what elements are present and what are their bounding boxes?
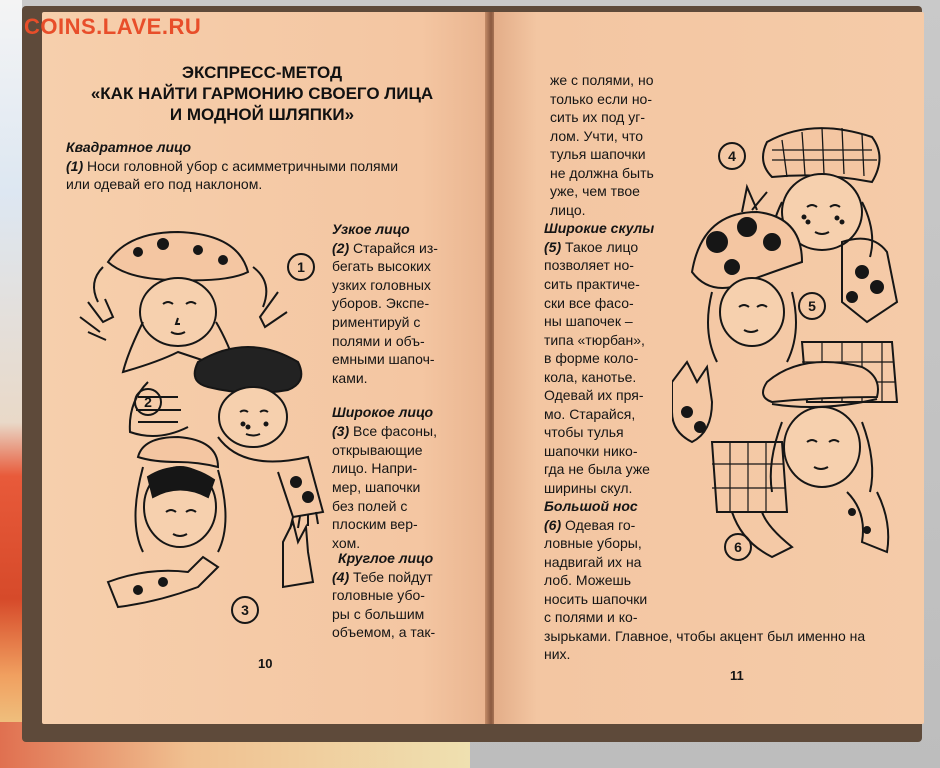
text-line: сить их под уг-: [550, 109, 646, 125]
text-line: плоским вер-: [332, 516, 418, 532]
text-line: лицо.: [550, 202, 586, 218]
text-line: головные убо-: [332, 587, 425, 603]
item-number: (1): [66, 158, 84, 174]
text-line: Такое лицо: [561, 239, 639, 255]
text-line: них.: [544, 646, 571, 662]
text-line: Все фасоны,: [349, 423, 437, 439]
text-line: с полями и ко-: [544, 609, 638, 625]
title-line-2: «КАК НАЙТИ ГАРМОНИЮ СВОЕГО ЛИЦА: [90, 84, 434, 103]
text-line: не должна быть: [550, 165, 654, 181]
text-line: Носи головной убор с асимметричными полями: [83, 158, 399, 174]
book-cover-edge: [0, 0, 22, 768]
section-text-nose: [544, 516, 635, 535]
text-line: риментируй с: [332, 314, 421, 330]
text-line: зырьками. Главное, чтобы акцент был именно на: [544, 628, 866, 644]
item-number: (5): [544, 239, 562, 255]
text-line: Одевая го-: [561, 517, 636, 533]
illustration-girls-in-hats-right: [672, 112, 912, 572]
section-text-cheekbones: [544, 238, 638, 257]
text-line: лицо. Напри-: [332, 460, 418, 476]
section-heading-narrow: Узкое лицо: [332, 221, 410, 237]
section-text-narrow: [332, 239, 438, 258]
text-line: емными шапоч-: [332, 351, 435, 367]
text-line: ловные уборы,: [544, 535, 642, 551]
text-line: или одевай его под наклоном.: [66, 176, 263, 192]
text-line: кола, канотье.: [544, 369, 637, 385]
item-number: (2): [332, 240, 350, 256]
site-watermark: COINS.LAVE.RU: [24, 14, 202, 39]
section-heading-cheekbones: Широкие скулы: [544, 220, 655, 236]
section-text-wide: [332, 422, 437, 441]
text-line: в форме коло-: [544, 350, 639, 366]
text-line: узких головных: [332, 277, 431, 293]
text-line: шапочки нико-: [544, 443, 638, 459]
text-line: ры с большим: [332, 606, 425, 622]
text-line: ками.: [332, 370, 368, 386]
figure-label-4: 4: [728, 148, 736, 164]
title-line-1: ЭКСПРЕСС-МЕТОД: [181, 63, 343, 82]
text-line: ны шапочек –: [544, 313, 633, 329]
page-number-left: 10: [258, 656, 273, 671]
text-line: позволяет но-: [544, 257, 634, 273]
text-line: Тебе пойдут: [349, 569, 433, 585]
figure-label-3: 3: [241, 602, 249, 618]
section-heading-round: Круглое лицо: [338, 550, 434, 566]
open-book: [22, 6, 922, 742]
text-line: объемом, а так-: [332, 624, 436, 640]
text-line: же с полями, но: [550, 72, 654, 88]
text-line: сить практиче-: [544, 276, 640, 292]
page-title: [82, 62, 442, 125]
text-line: полями и объ-: [332, 333, 425, 349]
text-line: тулья шапочки: [550, 146, 646, 162]
right-page: [494, 12, 924, 724]
text-line: уже, чем твое: [550, 183, 640, 199]
text-line: надвигай их на: [544, 554, 642, 570]
text-line: мер, шапочки: [332, 479, 421, 495]
figure-label-5: 5: [808, 298, 816, 314]
text-line: без полей с: [332, 498, 408, 514]
text-line: гда не была уже: [544, 461, 650, 477]
text-line: мо. Старайся,: [544, 406, 636, 422]
text-line: только если но-: [550, 91, 652, 107]
illustration-girls-in-hats-left: [68, 222, 328, 632]
text-line: чтобы тулья: [544, 424, 624, 440]
item-number: (3): [332, 423, 350, 439]
section-heading-square: Квадратное лицо: [66, 139, 192, 155]
text-line: лоб. Можешь: [544, 572, 632, 588]
section-heading-wide: Широкое лицо: [332, 404, 434, 420]
item-number: (6): [544, 517, 562, 533]
figure-label-1: 1: [297, 259, 305, 275]
title-line-3: И МОДНОЙ ШЛЯПКИ»: [169, 105, 355, 124]
section-heading-nose: Большой нос: [544, 498, 638, 514]
text-line: открывающие: [332, 442, 423, 458]
item-number: (4): [332, 569, 350, 585]
page-number-right: 11: [730, 668, 744, 683]
text-line: хом.: [332, 535, 361, 551]
section-text-square: [66, 157, 398, 176]
text-line: уборов. Экспе-: [332, 295, 430, 311]
text-line: бегать высоких: [332, 258, 431, 274]
text-line: ширины скул.: [544, 480, 633, 496]
text-line: лом. Учти, что: [550, 128, 644, 144]
text-line: ски все фасо-: [544, 295, 634, 311]
left-page: [42, 12, 488, 724]
figure-label-6: 6: [734, 539, 742, 555]
text-line: Одевай их пря-: [544, 387, 644, 403]
text-line: типа «тюрбан»,: [544, 332, 645, 348]
text-line: Старайся из-: [349, 240, 438, 256]
text-line: носить шапочки: [544, 591, 648, 607]
section-text-round: [332, 568, 433, 587]
figure-label-2: 2: [144, 394, 152, 410]
